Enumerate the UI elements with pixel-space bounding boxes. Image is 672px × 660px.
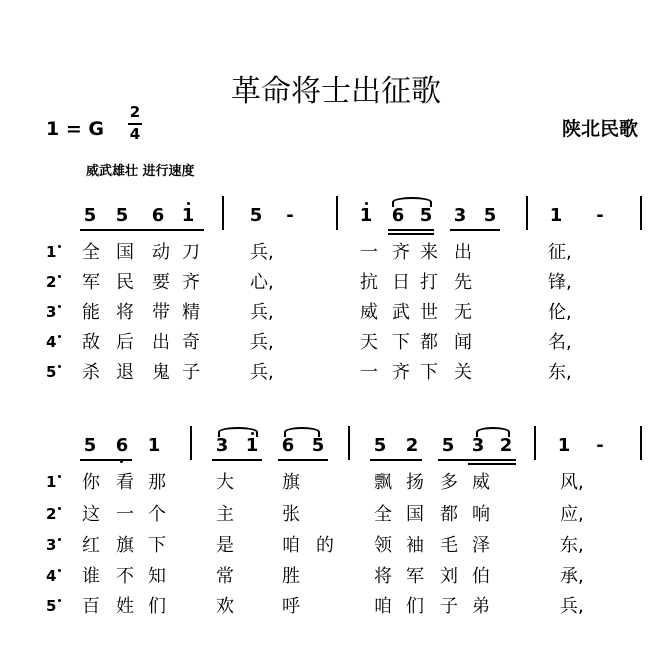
lyric-syllable: 民 — [116, 272, 134, 293]
lyric-syllable: 张 — [282, 504, 300, 525]
lyric-syllable: 日 — [392, 272, 410, 293]
lyric-syllable: 动 — [152, 242, 170, 263]
bar-line — [534, 426, 536, 460]
verse-number: 5 — [46, 597, 61, 615]
time-denominator: 4 — [129, 125, 141, 143]
lyric-syllable: 闻 — [454, 332, 472, 353]
verse-number: 5 — [46, 363, 61, 381]
lyric-syllable: 鬼 — [152, 362, 170, 383]
lyric-syllable: 打 — [420, 272, 438, 293]
lyric-syllable: 退 — [116, 362, 134, 383]
lyric-syllable: 名, — [548, 332, 572, 353]
note: 5 — [249, 205, 263, 226]
slur — [218, 427, 258, 437]
lyric-syllable: 齐 — [392, 242, 410, 263]
time-numerator: 2 — [129, 103, 141, 121]
beam-underline — [468, 463, 516, 465]
lyric-syllable: 泽 — [472, 535, 490, 556]
slur — [284, 427, 320, 437]
lyric-syllable: 将 — [374, 566, 392, 587]
lyric-syllable: 先 — [454, 272, 472, 293]
lyric-syllable: 伯 — [472, 566, 490, 587]
note: 6 — [151, 205, 165, 226]
lyric-syllable: 国 — [116, 242, 134, 263]
lyric-syllable: 后 — [116, 332, 134, 353]
lyric-syllable: 扬 — [406, 472, 424, 493]
verse-number: 4 — [46, 333, 61, 351]
note: 1 — [181, 205, 195, 226]
lyric-syllable: 兵, — [250, 332, 274, 353]
tempo-marking: 威武雄壮 进行速度 — [86, 164, 195, 179]
beam-underline — [370, 459, 422, 461]
lyric-syllable: 能 — [82, 302, 100, 323]
lyric-syllable: 齐 — [182, 272, 200, 293]
verse-number: 2 — [46, 273, 61, 291]
lyric-syllable: 刀 — [182, 242, 200, 263]
lyric-syllable: 这 — [82, 504, 100, 525]
lyric-syllable: 都 — [420, 332, 438, 353]
octave-dot-high — [187, 202, 190, 205]
lyric-syllable: 是 — [216, 535, 234, 556]
lyric-syllable: 齐 — [392, 362, 410, 383]
beam-underline — [450, 229, 500, 231]
lyric-syllable: 一 — [360, 242, 378, 263]
note: 5 — [83, 435, 97, 456]
lyric-syllable: 不 — [116, 566, 134, 587]
lyric-syllable: 兵, — [560, 596, 584, 617]
lyric-syllable: 敌 — [82, 332, 100, 353]
note: 6 — [115, 435, 129, 456]
lyric-syllable: 们 — [406, 596, 424, 617]
verse-number: 3 — [46, 303, 61, 321]
lyric-syllable: 毛 — [440, 535, 458, 556]
lyric-syllable: 东, — [548, 362, 572, 383]
note: 3 — [471, 435, 485, 456]
lyric-syllable: 武 — [392, 302, 410, 323]
bar-line — [640, 426, 642, 460]
lyric-syllable: 威 — [472, 472, 490, 493]
note: 5 — [441, 435, 455, 456]
note: 1 — [359, 205, 373, 226]
lyric-syllable: 世 — [420, 302, 438, 323]
slur — [476, 427, 510, 437]
lyric-syllable: 东, — [560, 535, 584, 556]
lyric-syllable: 子 — [182, 362, 200, 383]
lyric-syllable: 征, — [548, 242, 572, 263]
lyric-syllable: 那 — [148, 472, 166, 493]
lyric-syllable: 欢 — [216, 596, 234, 617]
lyric-syllable: 来 — [420, 242, 438, 263]
lyric-syllable: 下 — [420, 362, 438, 383]
lyric-syllable: 们 — [148, 596, 166, 617]
lyric-syllable: 天 — [360, 332, 378, 353]
bar-line — [190, 426, 192, 460]
note: 6 — [391, 205, 405, 226]
lyric-syllable: 个 — [148, 504, 166, 525]
beam-underline — [212, 459, 262, 461]
bar-line — [222, 196, 224, 230]
lyric-syllable: 军 — [406, 566, 424, 587]
lyric-syllable: 袖 — [406, 535, 424, 556]
note: 6 — [281, 435, 295, 456]
verse-number: 3 — [46, 536, 61, 554]
bar-line — [336, 196, 338, 230]
note: - — [596, 435, 604, 456]
note: 3 — [215, 435, 229, 456]
lyric-syllable: 咱 — [282, 535, 300, 556]
lyric-syllable: 子 — [440, 596, 458, 617]
lyric-syllable: 伦, — [548, 302, 572, 323]
lyric-syllable: 姓 — [116, 596, 134, 617]
lyric-syllable: 将 — [116, 302, 134, 323]
note: 1 — [147, 435, 161, 456]
lyric-syllable: 常 — [216, 566, 234, 587]
beam-underline — [80, 459, 132, 461]
lyric-syllable: 杀 — [82, 362, 100, 383]
note: 5 — [115, 205, 129, 226]
bar-line — [348, 426, 350, 460]
key-signature: 1 = G — [46, 118, 104, 140]
note: 2 — [499, 435, 513, 456]
lyric-syllable: 军 — [82, 272, 100, 293]
lyric-syllable: 主 — [216, 504, 234, 525]
time-signature — [128, 104, 142, 143]
lyric-syllable: 胜 — [282, 566, 300, 587]
bar-line — [640, 196, 642, 230]
beam-underline — [438, 459, 516, 461]
lyric-syllable: 响 — [472, 504, 490, 525]
note: 5 — [419, 205, 433, 226]
lyric-syllable: 要 — [152, 272, 170, 293]
note: 5 — [83, 205, 97, 226]
lyric-syllable: 下 — [392, 332, 410, 353]
note: - — [286, 205, 294, 226]
song-source: 陕北民歌 — [562, 118, 639, 140]
note: 1 — [557, 435, 571, 456]
lyric-syllable: 锋, — [548, 272, 572, 293]
lyric-syllable: 全 — [374, 504, 392, 525]
beam-underline — [80, 229, 204, 231]
note: 3 — [453, 205, 467, 226]
lyric-syllable: 呼 — [282, 596, 300, 617]
lyric-syllable: 全 — [82, 242, 100, 263]
beam-underline — [278, 459, 328, 461]
lyric-syllable: 旗 — [116, 535, 134, 556]
note: 2 — [405, 435, 419, 456]
lyric-syllable: 奇 — [182, 332, 200, 353]
lyric-syllable: 兵, — [250, 302, 274, 323]
lyric-syllable: 刘 — [440, 566, 458, 587]
note: - — [596, 205, 604, 226]
note: 5 — [483, 205, 497, 226]
lyric-syllable: 飘 — [374, 472, 392, 493]
beam-underline — [388, 233, 434, 235]
lyric-syllable: 威 — [360, 302, 378, 323]
lyric-syllable: 旗 — [282, 472, 300, 493]
song-title: 革命将士出征歌 — [231, 74, 441, 109]
lyric-syllable: 一 — [360, 362, 378, 383]
lyric-syllable: 下 — [148, 535, 166, 556]
lyric-syllable: 多 — [440, 472, 458, 493]
lyric-syllable: 大 — [216, 472, 234, 493]
lyric-syllable: 国 — [406, 504, 424, 525]
lyric-syllable: 抗 — [360, 272, 378, 293]
verse-number: 1 — [46, 473, 61, 491]
beam-underline — [388, 229, 434, 231]
lyric-syllable: 出 — [152, 332, 170, 353]
verse-number: 4 — [46, 567, 61, 585]
lyric-syllable: 一 — [116, 504, 134, 525]
lyric-syllable: 你 — [82, 472, 100, 493]
lyric-syllable: 谁 — [82, 566, 100, 587]
lyric-syllable: 风, — [560, 472, 584, 493]
lyric-syllable: 兵, — [250, 242, 274, 263]
lyric-syllable: 知 — [148, 566, 166, 587]
lyric-syllable: 关 — [454, 362, 472, 383]
lyric-syllable: 看 — [116, 472, 134, 493]
lyric-syllable: 弟 — [472, 596, 490, 617]
lyric-syllable: 都 — [440, 504, 458, 525]
lyric-syllable: 领 — [374, 535, 392, 556]
slur — [392, 197, 432, 207]
lyric-syllable: 无 — [454, 302, 472, 323]
note: 5 — [373, 435, 387, 456]
note: 1 — [549, 205, 563, 226]
lyric-syllable: 咱 — [374, 596, 392, 617]
note: 1 — [245, 435, 259, 456]
lyric-syllable: 心, — [250, 272, 274, 293]
verse-number: 2 — [46, 505, 61, 523]
lyric-syllable: 精 — [182, 302, 200, 323]
lyric-syllable: 百 — [82, 596, 100, 617]
bar-line — [526, 196, 528, 230]
lyric-syllable: 应, — [560, 504, 584, 525]
octave-dot-high — [365, 202, 368, 205]
lyric-syllable: 的 — [316, 535, 334, 556]
lyric-syllable: 兵, — [250, 362, 274, 383]
lyric-syllable: 红 — [82, 535, 100, 556]
lyric-syllable: 带 — [152, 302, 170, 323]
lyric-syllable: 承, — [560, 566, 584, 587]
verse-number: 1 — [46, 243, 61, 261]
lyric-syllable: 出 — [454, 242, 472, 263]
note: 5 — [311, 435, 325, 456]
